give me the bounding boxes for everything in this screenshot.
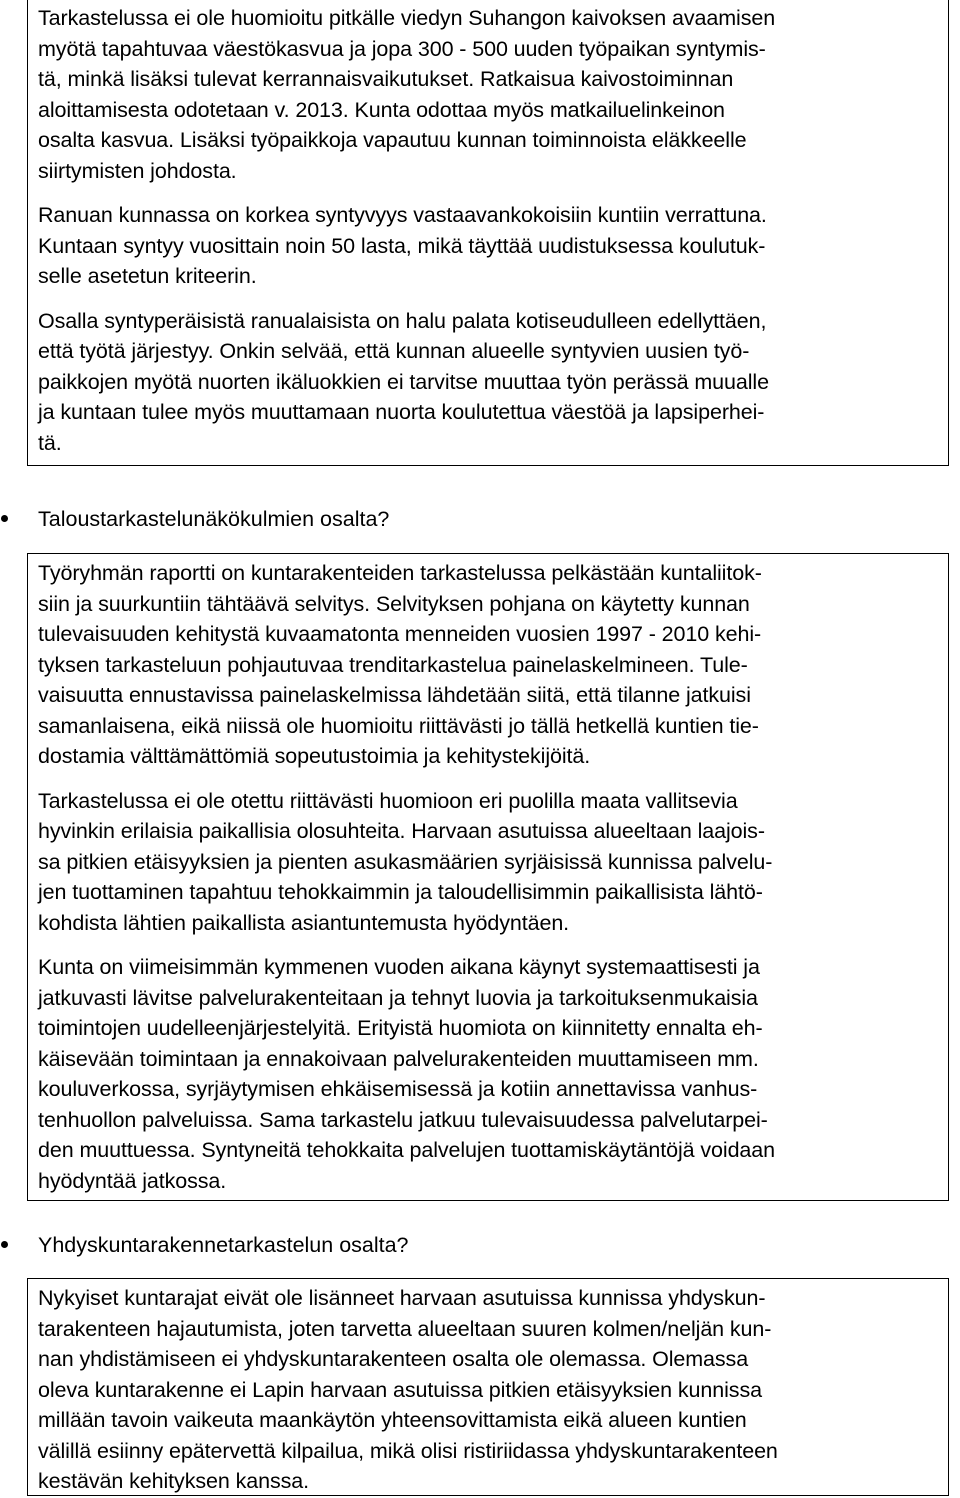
text-line: kestävän kehityksen kanssa. [38,1469,309,1493]
text-line: aloittamisesta odotetaan v. 2013. Kunta odottaa myös matkailuelinkeinon [38,97,725,122]
text-line: Osalla syntyperäisistä ranualaisista on halu palata kotiseudulleen edellyttäen, [38,308,767,333]
text-line: den muuttuessa. Syntyneitä tehokkaita palvelujen tuottamiskäytäntöjä voidaan [38,1138,776,1162]
bullet-heading: Taloustarkastelunäkökulmien osalta? [38,507,390,531]
text-line: nan yhdistämiseen ei yhdyskuntarakenteen osalta ole olemassa. Olemassa [38,1347,749,1371]
text-line: samanlaisena, eikä niissä ole huomioitu riittävästi jo tällä hetkellä kuntien tie- [38,713,759,738]
text-box-economy [27,553,949,1201]
text-line: hyvinkin erilaisia paikallisia olosuhteita. Harvaan asutuissa alueeltaan laajois- [38,819,765,843]
text-line: ja kuntaan tulee myös muuttamaan nuorta koulutettua väestöä ja lapsiperhei- [38,400,765,424]
text-line: siirtymisten johdosta. [38,158,237,183]
text-line: Tarkastelussa ei ole otettu riittävästi huomioon eri puolilla maata vallitsevia [38,788,738,813]
text-line: Tarkastelussa ei ole huomioitu pitkälle viedyn Suhangon kaivoksen avaamisen [38,6,776,30]
text-line: että työtä järjestyy. Onkin selvää, että kunnan alueelle syntyvien uusien työ- [38,339,750,363]
paragraph [38,200,938,292]
text-line: hyödyntää jatkossa. [38,1168,227,1193]
text-line: myötä tapahtuvaa väestökasvua ja jopa 300 - 500 uuden työpaikan syntymis- [38,36,766,61]
text-line: Nykyiset kuntarajat eivät ole lisänneet harvaan asutuissa kunnissa yhdyskun- [38,1286,766,1310]
text-line: jatkuvasti lävitse palvelurakenteitaan ja tehnyt luovia ja tarkoituksenmukaisia [38,985,758,1010]
text-box-population [27,0,949,466]
paragraph [38,558,938,772]
text-line: vaisuutta ennustavissa painelaskelmissa lähdetään siitä, että tilanne jatkuisi [38,683,751,707]
text-line: Työryhmän raportti on kuntarakenteiden tarkastelussa pelkästään kuntaliitok- [38,561,762,585]
text-line: sa pitkien etäisyyksien ja pienten asukasmäärien syrjäisissä kunnissa palvelu- [38,849,773,874]
text-line: tulevaisuuden kehitystä kuvaamatonta menneiden vuosien 1997 - 2010 kehi- [38,622,762,646]
paragraph [38,3,938,186]
text-line: kouluverkossa, syrjäytymisen ehkäisemisessä ja kotiin annettavissa vanhus- [38,1077,758,1101]
text-line: toimintojen uudelleenjärjestelyitä. Erityistä huomiota on kiinnitetty ennalta eh- [38,1016,763,1040]
text-line: tarakenteen hajautumista, joten tarvetta alueeltaan suuren kolmen/neljän kun- [38,1316,772,1341]
bullet-heading: Yhdyskuntarakennetarkastelun osalta? [38,1233,409,1257]
text-line: tä, minkä lisäksi tulevat kerrannaisvaikutukset. Ratkaisua kaivostoiminnan [38,67,734,91]
paragraph [38,1283,938,1497]
text-line: tyksen tarkasteluun pohjautuvaa trenditarkastelua painelaskelmineen. Tule- [38,652,748,677]
bullet-icon [1,515,8,522]
text-line: tä. [38,430,62,455]
text-line: siin ja suurkuntiin tähtäävä selvitys. Selvityksen pohjana on käytetty kunnan [38,591,750,616]
text-line: osalta kasvua. Lisäksi työpaikkoja vapautuu kunnan toiminnoista eläkkeelle [38,128,747,152]
text-line: käisevään toimintaan ja ennakoivaan palvelurakenteiden muuttamiseen mm. [38,1046,759,1071]
text-line: oleva kuntarakenne ei Lapin harvaan asutuissa pitkien etäisyyksien kunnissa [38,1377,762,1402]
text-line: Kuntaan syntyy vuosittain noin 50 lasta, mikä täyttää uudistuksessa koulutuk- [38,233,766,258]
text-line: Kunta on viimeisimmän kymmenen vuoden aikana käynyt systemaattisesti ja [38,955,760,979]
paragraph [38,786,938,939]
text-line: jen tuottaminen tapahtuu tehokkaimmin ja taloudellisimmin paikallisista lähtö- [38,880,763,904]
text-line: Ranuan kunnassa on korkea syntyvyys vastaavankokoisiin kuntiin verrattuna. [38,203,767,227]
bullet-icon [1,1241,8,1248]
text-line: välillä esiinny epätervettä kilpailua, mikä olisi ristiriidassa yhdyskuntarakenteen [38,1438,778,1463]
text-line: paikkojen myötä nuorten ikäluokkien ei tarvitse muuttaa työn perässä muualle [38,369,769,394]
text-line: tenhuollon palveluissa. Sama tarkastelu jatkuu tulevaisuudessa palvelutarpei- [38,1107,768,1132]
text-line: dostamia välttämättömiä sopeutustoimia ja kehitystekijöitä. [38,744,591,768]
text-line: kohdista lähtien paikallista asiantuntemusta hyödyntäen. [38,910,570,935]
text-box-community-structure [27,1278,949,1496]
text-line: millään tavoin vaikeuta maankäytön yhteensovittamista eikä alueen kuntien [38,1408,747,1432]
text-line: selle asetetun kriteerin. [38,264,257,288]
paragraph [38,306,938,459]
paragraph [38,952,938,1196]
